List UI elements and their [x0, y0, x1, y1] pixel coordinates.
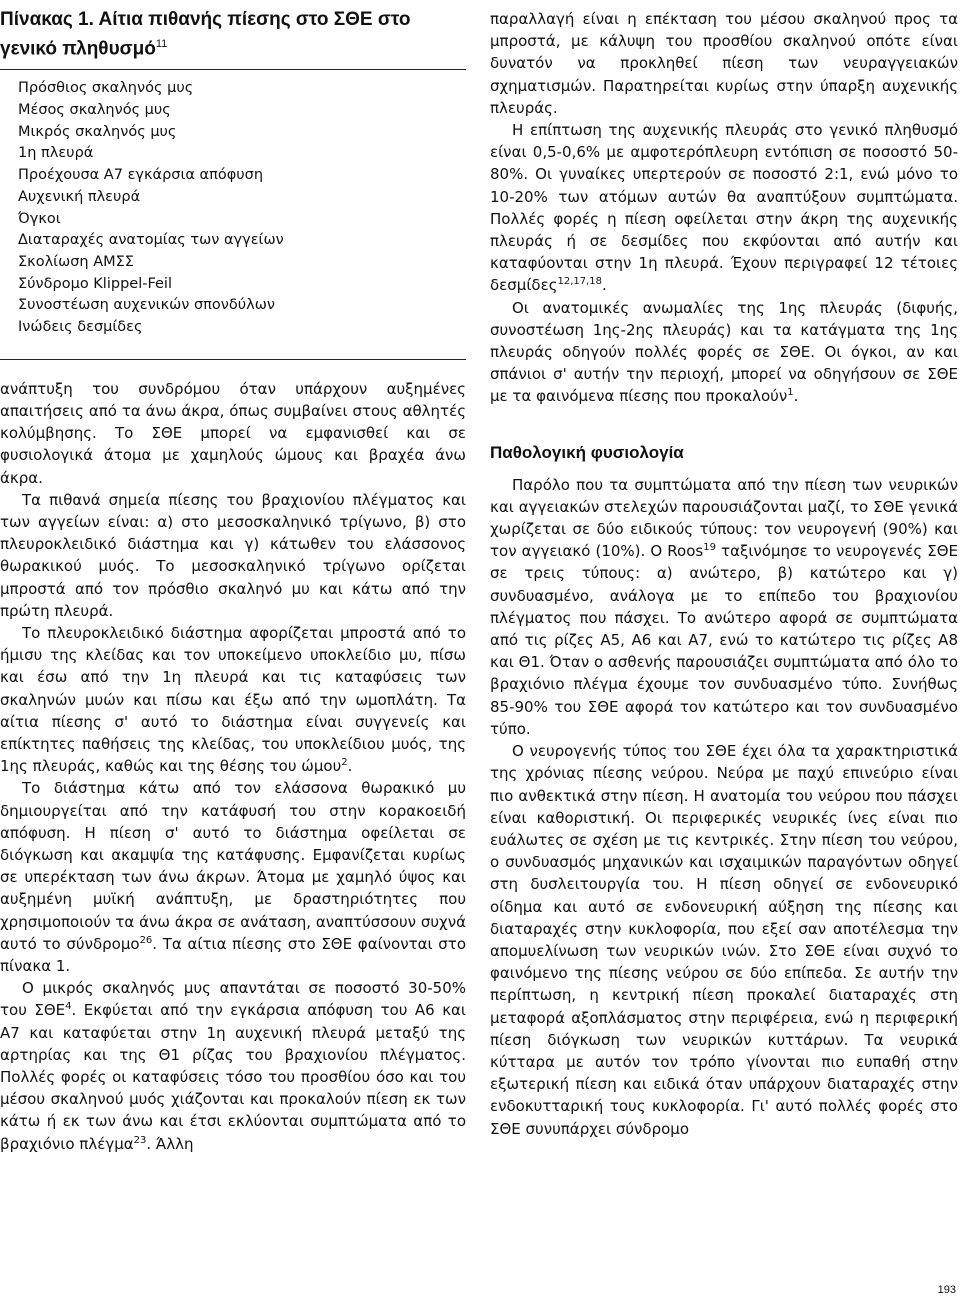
- table-row: Όγκοι: [18, 210, 61, 227]
- left-column: [0, 8, 466, 1155]
- left-paragraph-5: [0, 977, 466, 1155]
- table-title-ref: 11: [155, 38, 168, 50]
- table-row: Σκολίωση ΑΜΣΣ: [18, 253, 134, 270]
- right-paragraph-5: Ο νευρογενής τύπος του ΣΘΕ έχει όλα τα χαρακτηριστικά της χρόνιας πίεσης νεύρου. Νεύρα με παχύ επινεύριο είναι πιο ανθεκτικά στην πίεση. Η ανατομία του νεύρου που πάσχει είναι καθοριστική. Οι περιφερικές νευρικές ίνες είναι πιο ευάλωτες σε σχέση με τις κεντρικές. Στην πίεση του νεύρου, ο συνδυασμός μηχανικών και ισχαιμικών παραγόντων οδηγεί στη δυσλειτουργία του. Η πίεση οδηγεί σε ενδονευρικό οίδημα και αυτό σε ενδονευρική αύξηση της πίεσης και διαταραχές στην κυκλοφορία, που εξεί σαν αποτέλεσμα την απομυελίνωση των νευρικών ινών. Στο ΣΘΕ είναι συχνό το φαινόμενο της πίεσης νεύρου σε δύο επίπεδα. Σε αυτήν την περίπτωση, η κεντρική πίεση προκαλεί διαταραχές στη μεταφορά αξοπλάσματος στην περιφέρεια, ενώ η περιφερική πίεση διόγκωση των νευρικών κυττάρων. Τα νευρικά κύτταρα με αυτόν τον τρόπο γίνονται πιο ευπαθή στην εξωτερική πίεση και ειδικά όταν υπάρχουν διαταραχές στην ενδοκυτταρική τους κυκλοφορία. Γι' αυτό πολλές φορές στο ΣΘΕ συνυπάρχει σύνδρομο: [490, 742, 958, 1138]
- paragraph-text: . Εκφύεται από την εγκάρσια απόφυση του Α6 και Α7 και καταφύεται στην 1η αυχενική πλευρά μεταξύ της αρτηρίας και της Θ1 ρίζας του βραχιονίου πλέγματος. Πολλές φορές οι καταφύσεις τόσο του προσθίου όσο και του μέσου σκαληνού μυός χιάζονται και προκαλούν πίεση εκ των κάτω ή εκ των άνω και έτσι εκλύονται συμπτώματα από το βραχιόνιο πλέγμα: [0, 1001, 466, 1153]
- paragraph-text: Το πλευροκλειδικό διάστημα αφορίζεται μπροστά από το ήμισυ της κλείδας και τον υποκείμενο υποκλείδιο μυ, πίσω και έσω από την 1η πλευρά και τις καταφύσεις των σκαληνών μυών και πίσω και έξω από την ωμοπλάτη. Τα αίτια πίεσης σ' αυτό το διάστημα είναι συγγενείς και επίκτητες παθήσεις της κλείδας, του υποκλείδιου μυός, της 1ης πλευράς, καθώς και της θέσης του ώμου: [0, 624, 466, 776]
- paragraph-text: . Τα αίτια πίεσης στο ΣΘΕ φαίνονται στο πίνακα 1.: [0, 934, 466, 976]
- paragraph-text: .: [602, 276, 607, 295]
- left-paragraph-2: Τα πιθανά σημεία πίεσης του βραχιονίου πλέγματος και των αγγείων είναι: α) στο μεσοσκαληνικό τρίγωνο, β) στο πλευροκλειδικό διάστημα και γ) κάτωθεν του ελάσσονος θωρακικού μυός. Το μεσοσκαληνικό τρίγωνο ορίζεται μπροστά από τον πρόσθιο σκαληνό μυ και κάτω από την πρώτη πλευρά.: [0, 490, 466, 620]
- paragraph-text: .: [347, 757, 353, 776]
- paragraph-text: Ο Roos: [645, 542, 704, 561]
- right-column: [490, 8, 958, 1140]
- table-row: Ινώδεις δεσμίδες: [18, 319, 143, 336]
- paragraph-text: .: [793, 387, 799, 406]
- table-row: Αυχενική πλευρά: [18, 188, 141, 205]
- citation-ref: 26: [139, 934, 153, 946]
- left-paragraph-4: [0, 777, 466, 977]
- table-row: Σύνδρομο Klippel-Feil: [18, 275, 172, 292]
- paragraph-text: ταξινόμησε το νευρογενές ΣΘΕ σε τρεις τύπους: α) ανώτερο, β) κατώτερο και γ) συνδυασμένο, ανάλογα με το επίπεδο του βραχιονίου πλέγματος που πάσχει. Το ανώτερο αφορά σε συμπτώματα από τις ρίζες Α5, Α6 και Α7, ενώ το κατώτερο τις ρίζες Α8 και Θ1. Όταν ο ασθενής παρουσιάζει συμπτώματα από όλο το βραχιόνιο πλέγμα έχουμε τον συνδυασμένο τύπο. Συνήθως 85-90% του ΣΘΕ αφορά τον κατώτερο και τον συνδυασμένο τύπο.: [490, 542, 958, 738]
- paragraph-text: Το διάστημα κάτω από τον ελάσσονα θωρακικό μυ δημιουργείται από την κατάφυσή του στην κορακοειδή απόφυση. Η πίεση σ' αυτό το διάστημα οφείλεται σε διόγκωση και ακαμψία της κατάφυσης. Εμφανίζεται κυρίως σε υπερέκταση των άνω άκρων. Άτομα με χαμηλό ύψος και αυξημένη μυϊκή ανάπτυξη, με δραστηριότητες που χρησιμοποιούν τα άνω άκρα σε ανάταση, αναπτύσσουν συχνά αυτό το σύνδρομο: [0, 779, 466, 953]
- table-row: Μέσος σκαληνός μυς: [18, 102, 171, 119]
- table-row: 1η πλευρά: [18, 145, 94, 162]
- page-number: 193: [937, 1284, 956, 1296]
- left-paragraph-3: [0, 622, 466, 777]
- right-paragraph-2: [490, 119, 958, 297]
- table-box: [0, 69, 466, 359]
- citation-ref: 12,17,18: [557, 276, 603, 288]
- table-row: Συνοστέωση αυχενικών σπονδύλων: [18, 297, 275, 314]
- paragraph-text: Ο μικρός σκαληνός μυς απαντάται σε ποσοστό 30-50% του ΣΘΕ: [0, 979, 466, 1020]
- table-title: [0, 8, 466, 61]
- citation-ref: 4: [65, 1001, 72, 1013]
- citation-ref: 2: [341, 757, 348, 769]
- paragraph-text: Η επίπτωση της αυχενικής πλευράς στο γενικό πληθυσμό είναι 0,5-0,6% με αμφοτερόπλευρη εντόπιση σε ποσοστό 50-80%. Οι γυναίκες υπερτερούν σε ποσοστό 2:1, ενώ μόνο το 10-20% των ατόμων αυτών θα αναπτύξουν συμπτώματα. Πολλές φορές η πίεση οφείλεται στην άκρη της αυχενικής πλευράς ή σε δεσμίδες που εκφύονται από αυτήν και καταφύονται στην 1η πλευρά. Έχουν περιγραφεί 12 τέτοιες δεσμίδες: [490, 121, 958, 295]
- paragraph-text: Παρόλο που τα συμπτώματα από την πίεση των νευρικών και αγγειακών στελεχών παρουσιάζονται μαζί, το ΣΘΕ γενικά χωρίζεται σε δύο ειδικούς τύπους: τον νευρογενή (90%) και τον αγγειακό (10%).: [490, 475, 958, 561]
- right-paragraph-3: [490, 297, 958, 408]
- citation-ref: 1: [787, 387, 794, 399]
- table-title-text: Πίνακας 1. Αίτια πιθανής πίεσης στο ΣΘΕ στο γενικό πληθυσμό: [0, 9, 411, 60]
- right-paragraph-1: παραλλαγή είναι η επέκταση του μέσου σκαληνού προς τα μπροστά, με κάλυψη του προσθίου σκαληνού οπότε είναι δυνατόν να προκληθεί πίεση των νευραγγειακών σχηματισμών. Παρατηρείται κυρίως στην ύπαρξη αυχενικής πλευράς.: [490, 10, 958, 117]
- citation-ref: 23: [133, 1134, 147, 1146]
- paragraph-text: . Άλλη: [146, 1134, 194, 1153]
- right-paragraph-4: [490, 474, 958, 740]
- table-row: Μικρός σκαληνός μυς: [18, 123, 177, 140]
- paragraph-text: Οι ανατομικές ανωμαλίες της 1ης πλευράς (διφυής, συνοστέωση 1ης-2ης πλευράς) και τα κατάγματα της 1ης πλευράς οδηγούν πολλές φορές σε ΣΘΕ. Οι όγκοι, αν και σπάνιοι σ' αυτήν την περιοχή, μπορεί να οδηγήσουν σε ΣΘΕ με τα φαινόμενα πίεσης που προκαλούν: [490, 298, 958, 406]
- table-row: Διαταραχές ανατομίας των αγγείων: [18, 232, 284, 249]
- citation-ref: 19: [703, 542, 716, 554]
- left-paragraph-1: ανάπτυξη του συνδρόμου όταν υπάρχουν αυξημένες απαιτήσεις από τα άνω άκρα, όπως συμβαίνει στους αθλητές κολύμβησης. Το ΣΘΕ μπορεί να εμφανισθεί και σε φυσιολογικά άτομα με χαμηλούς ώμους και βραχέα άνω άκρα.: [0, 379, 466, 487]
- section-heading: Παθολογική φυσιολογία: [490, 442, 684, 462]
- table-row: Προέχουσα Α7 εγκάρσια απόφυση: [18, 167, 264, 184]
- table-row: Πρόσθιος σκαληνός μυς: [18, 80, 194, 97]
